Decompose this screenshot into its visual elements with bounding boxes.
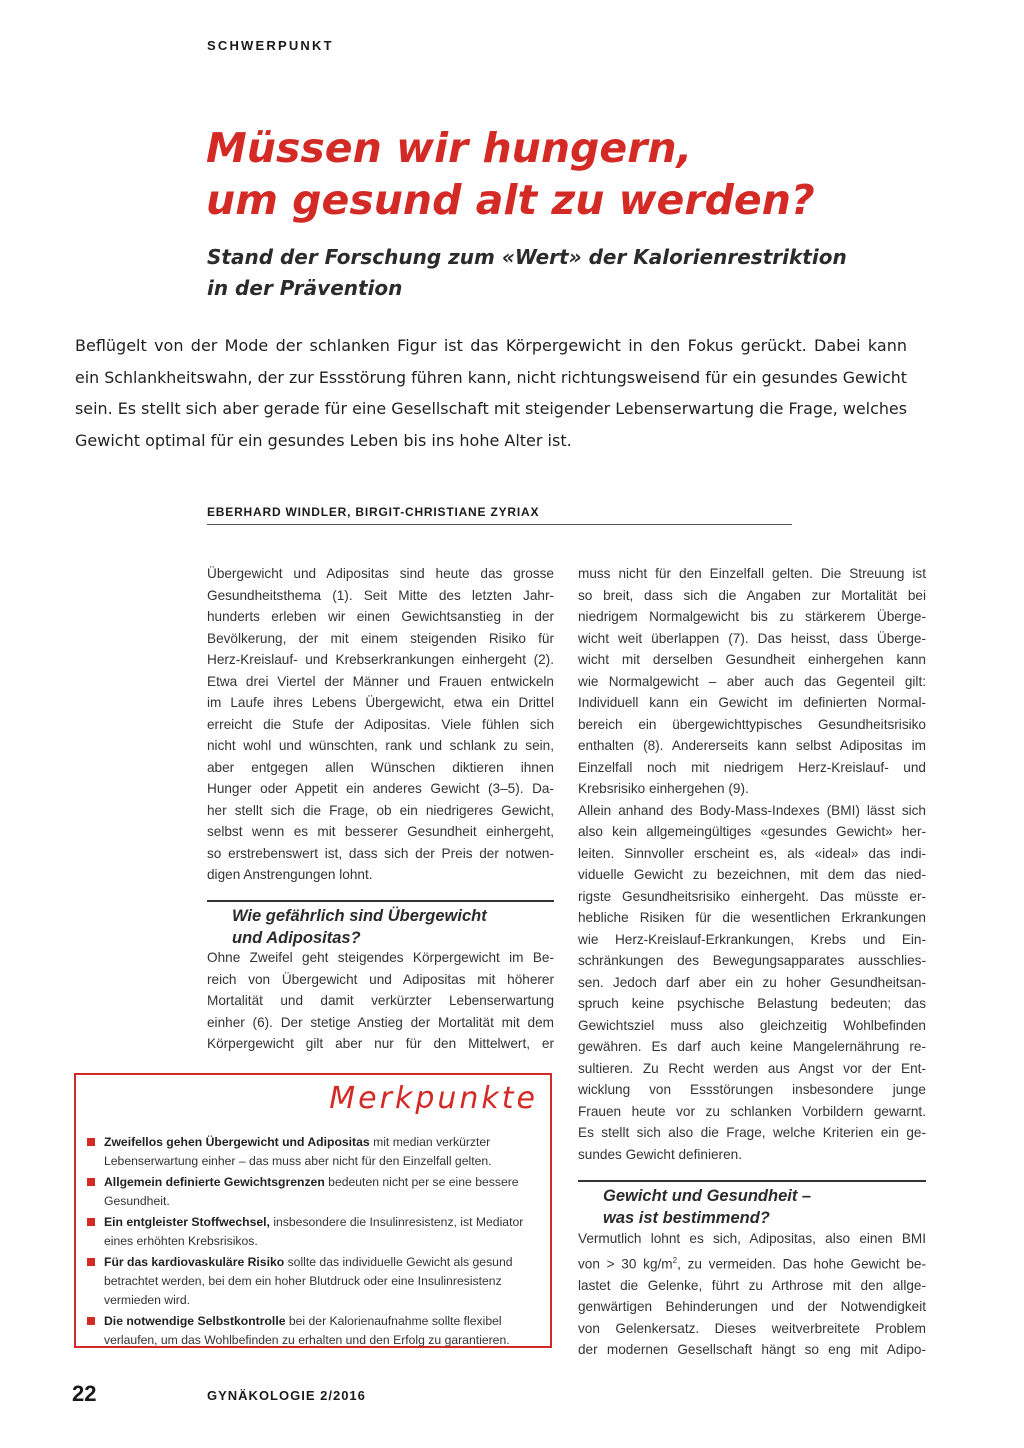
body-column-left-cont [207,947,554,1055]
body-line: Bevölkerung, der mit einem steigenden Risiko für [207,630,554,646]
body-line: einher (6). Der stetige Anstieg der Mortalität mit dem [207,1014,554,1030]
subheading-weight-health [578,1180,926,1229]
square-bullet-icon [87,1218,95,1226]
body-line: Etwa drei Viertel der Männer und Frauen entwickeln [207,673,554,689]
body-line: erreicht die Stufe der Adipositas. Viele fühlen sich [207,716,554,732]
body-line: Einzelfall noch mit niedrigem Herz-Kreislauf- und [578,759,926,775]
body-line: spruch keine psychische Belastung bedeuten; das [578,996,926,1011]
body-line: rigste Gesundheitsrisiko einhergeht. Das müsste er- [578,888,926,904]
lead-paragraph [75,330,907,456]
body-line: selbst wenn es mit besserer Gesundheit einhergeht, [207,824,554,839]
lead-line: ein Schlankheitswahn, der zur Essstörung führen kann, nicht richtungsweisend für ein gesundes Gewicht [75,367,907,387]
body-line: Ohne Zweifel geht steigendes Körpergewicht im Be- [207,950,554,965]
merkpunkte-box [74,1073,552,1348]
body-line: sundes Gewicht definieren. [578,1146,742,1162]
body-line: sen. Jedoch darf aber ein zu hoher Gesundheitsan- [578,974,926,990]
merkpunkt-item [84,1173,539,1211]
body-line: Vermutlich lohnt es sich, Adipositas, also einen BMI [578,1231,926,1246]
body-line: bereich ein übergewichttypisches Gesundheitsrisiko [578,716,926,732]
body-line: Frauen heute vor zu schlanken Vorbildern gewarnt. [578,1103,926,1119]
subheading-line: und Adipositas? [232,929,361,947]
body-line: im Laufe ihres Lebens Übergewicht, etwa ein Drittel [207,695,554,710]
body-line: Übergewicht und Adipositas sind heute das grosse [207,566,554,581]
subheading-line: Gewicht und Gesundheit – [603,1187,812,1205]
body-line: digen Anstrengungen lohnt. [207,867,373,882]
body-line: schränkungen des Bewegungsapparates ausschlies- [578,953,926,968]
body-text-fragment: von > 30 kg/m [578,1256,673,1272]
merkpunkt-bold: Für das kardiovaskuläre Risiko [104,1255,285,1269]
body-line: also kein allgemeingültiges «gesundes Gewicht» her- [578,824,926,839]
body-line: wie Herz-Kreislauf-Erkrankungen, Krebs und Ein- [578,931,926,947]
body-line: wicklung von Essstörungen insbesondere junge [578,1082,926,1097]
merkpunkt-text: bei der Kalorienaufnahme sollte flexibel verlaufen, um das Wohlbefinden zu erhalten und den Erfolg zu garantieren. [104,1314,510,1347]
article-title [206,122,966,226]
body-line: wicht weit überlappen (7). Das heisst, dass Überge- [578,630,926,646]
merkpunkt-text: bedeuten nicht per se eine bessere Gesundheit. [104,1175,519,1208]
body-column-right [578,563,926,1165]
body-line: der modernen Gesellschaft hängt so eng mit Adipo- [578,1342,926,1358]
article-subtitle-line: Stand der Forschung zum «Wert» der Kalorienrestriktion [207,245,847,269]
body-line: gewähren. Es darf auch keine Mangelernährung re- [578,1039,926,1054]
lead-line: sein. Es stellt sich aber gerade für eine Gesellschaft mit steigender Lebenserwartung die Frage, welches [75,399,907,418]
body-line: Herz-Kreislauf- und Krebserkrankungen einhergeht (2). [207,652,554,667]
journal-name: GYNÄKOLOGIE 2/2016 [207,1388,366,1403]
lead-line: Gewicht optimal für ein gesundes Leben bis ins hohe Alter ist. [75,430,572,450]
square-bullet-icon [87,1258,95,1266]
body-line: von Gelenkersatz. Dieses weitverbreitete Problem [578,1320,926,1336]
author-line: EBERHARD WINDLER, BIRGIT-CHRISTIANE ZYRIAX [207,505,792,525]
merkpunkt-item [84,1133,539,1171]
body-line: Mortalität und damit verkürzter Lebenserwartung [207,993,554,1008]
body-column-right-cont [578,1228,926,1361]
merkpunkt-text: sollte das individuelle Gewicht als gesund betrachtet werden, bei dem ein hoher Blutdruck oder eine Insulinresistenz vermieden wird. [104,1255,513,1307]
body-line: Individuell kann ein Gewicht im definierten Normal- [578,695,926,710]
square-bullet-icon [87,1178,95,1186]
body-line: Krebsrisiko einhergehen (9). [578,781,749,796]
body-line: her stellt sich die Frage, ob ein niedrigeres Gewicht, [207,802,554,818]
body-line: aber entgegen allen Wünschen diktieren ihnen [207,759,554,775]
body-line: Körpergewicht gilt aber nur für den Mittelwert, er [207,1036,554,1051]
body-line: Allein anhand des Body-Mass-Indexes (BMI) lässt sich [578,802,926,818]
square-bullet-icon [87,1317,95,1325]
merkpunkt-bold: Ein entgleister Stoffwechsel, [104,1215,270,1229]
subheading-line: Wie gefährlich sind Übergewicht [232,907,487,925]
article-title-line: Müssen wir hungern, [206,124,693,172]
body-line: viduelle Gewicht zu bezeichnen, mit dem das nied- [578,867,926,882]
merkpunkte-title: Merkpunkte [329,1081,538,1116]
lead-line: Beflügelt von der Mode der schlanken Figur ist das Körpergewicht in den Fokus gerückt. Dabei kann [75,336,907,355]
subheading-risk [207,900,554,949]
subheading-line: was ist bestimmend? [603,1209,770,1227]
body-line: so breit, dass sich die Angaben zur Mortalität bei [578,587,926,603]
body-line: lastet die Gelenke, führt zu Arthrose mit den allge- [578,1277,926,1293]
merkpunkt-text: mit median verkürzter Lebenserwartung einher – das muss aber nicht für den Einzelfall gelten. [104,1135,492,1168]
body-line: leiten. Sinnvoller erscheint es, als «ideal» das indi- [578,845,926,861]
body-line: niedrigem Normalgewicht bis zu stärkerem Überge- [578,609,926,624]
merkpunkt-item [84,1312,539,1350]
body-line: sultieren. Zu Recht werden aus Angst vor der Ent- [578,1060,926,1076]
body-line: reich von Übergewicht und Adipositas mit höherer [207,971,554,987]
body-line: muss nicht für den Einzelfall gelten. Die Streuung ist [578,566,926,581]
article-subtitle [207,242,967,304]
article-subtitle-line: in der Prävention [207,276,403,300]
square-bullet-icon [87,1138,95,1146]
body-line: hebliche Risiken für die wesentlichen Erkrankungen [578,910,926,925]
body-line: nicht wohl und wünschten, rank und schlank zu sein, [207,738,554,753]
merkpunkt-bold: Allgemein definierte Gewichtsgrenzen [104,1175,325,1189]
body-line: Gesundheitsthema (1). Seit Mitte des letzten Jahr- [207,587,554,603]
body-line: wicht mit derselben Gesundheit einhergehen kann [578,652,926,667]
body-line: Hunger oder Appetit ein anderes Gewicht (3–5). Da- [207,781,554,796]
body-text-fragment: , zu vermeiden. Das hohe Gewicht be- [677,1256,926,1272]
body-line: so erstrebenswert ist, dass sich der Preis der notwen- [207,845,554,861]
section-label: SCHWERPUNKT [207,38,334,53]
merkpunkt-bold: Zweifellos gehen Übergewicht und Adipositas [104,1135,370,1149]
superscript: 2 [672,1255,678,1265]
body-line: genwärtigen Behinderungen und der Notwendigkeit [578,1299,926,1315]
body-line [578,1250,926,1275]
merkpunkt-bold: Die notwendige Selbstkontrolle [104,1314,286,1328]
article-title-line: um gesund alt zu werden? [206,176,815,224]
page-number: 22 [72,1381,97,1406]
body-line: enthalten (8). Andererseits kann selbst Adipositas im [578,738,926,753]
body-line: Es stellt sich also die Frage, welche Kriterien ein ge- [578,1125,926,1140]
body-line: wie Normalgewicht – aber auch das Gegenteil gilt: [578,673,926,689]
body-column-left [207,563,554,886]
merkpunkte-list [84,1133,539,1352]
merkpunkt-item [84,1253,539,1310]
merkpunkt-text: insbesondere die Insulinresistenz, ist Mediator eines erhöhten Krebsrisikos. [104,1215,524,1248]
body-line: Gewichtsziel muss also gleichzeitig Wohlbefinden [578,1017,926,1033]
merkpunkt-item [84,1213,539,1251]
body-line: hunderts erleben wir einen Gewichtsanstieg in der [207,609,554,624]
